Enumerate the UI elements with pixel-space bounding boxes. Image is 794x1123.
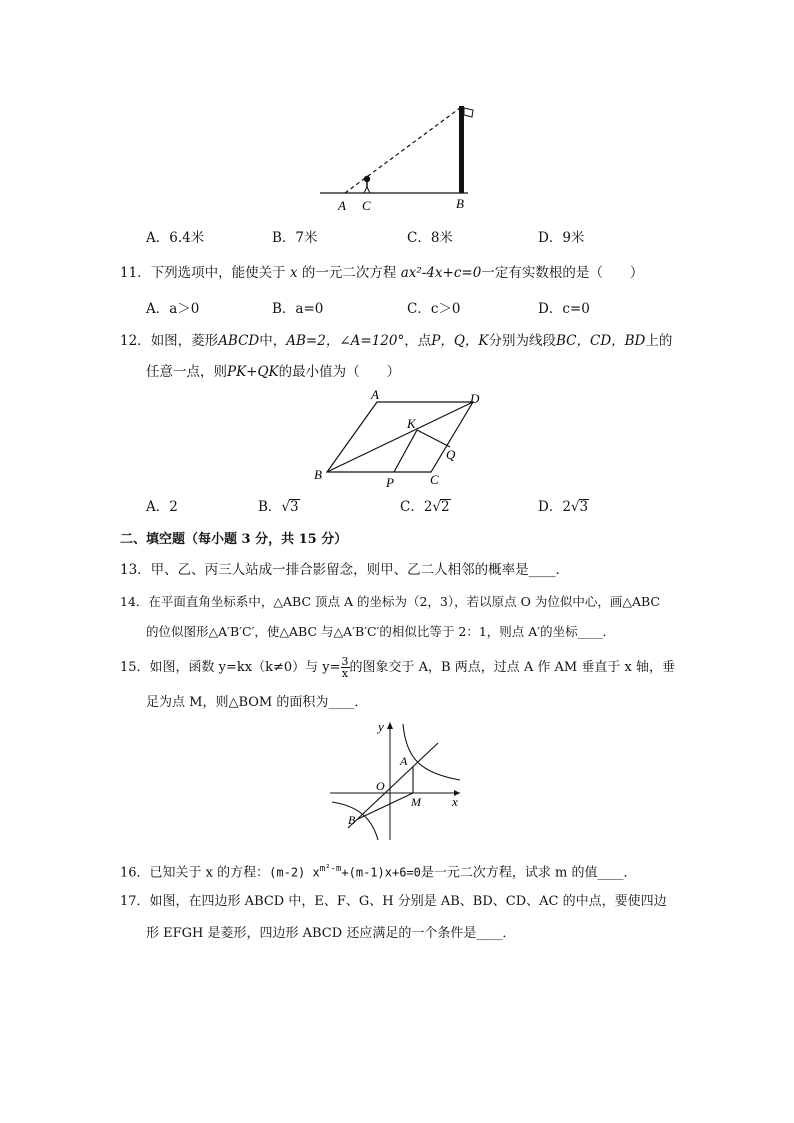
- q11-equation: ax²-4x+c=0: [400, 265, 482, 281]
- fig-label-B: B: [314, 467, 322, 482]
- q16-text: [120, 859, 636, 883]
- q12-points: P，Q，K: [431, 333, 489, 349]
- q11-number: 11．: [120, 265, 151, 281]
- q12-option-a[interactable]: A．2: [146, 499, 178, 515]
- q12-option-b-label: B．: [258, 499, 282, 515]
- q12-ab: AB=2，∠A=120°: [286, 333, 405, 349]
- section2-title: 二、填空题（每小题 3 分，共 15 分）: [120, 532, 348, 547]
- q15-line1: [120, 656, 675, 679]
- q12-l1d: 分别为线段: [488, 333, 556, 349]
- q16-eq-a: (m-2) x: [269, 865, 320, 880]
- q11-stem-b: 的一元二次方程: [301, 265, 397, 281]
- q16-text-a: 16．已知关于 x 的方程：: [120, 865, 270, 881]
- q16-eq-sup: m²-m: [319, 864, 342, 874]
- fig-label-A: A: [400, 754, 408, 768]
- q12-option-c-label: C．2: [400, 499, 433, 515]
- fig-label-A: A: [371, 388, 379, 402]
- q17-line1: 17．如图，在四边形 ABCD 中，E、F、G、H 分别是 AB、BD、CD、AC 的中点，要使四边: [120, 894, 667, 909]
- rhombus-figure: [305, 388, 495, 492]
- fig-label-C: C: [430, 472, 439, 487]
- q16-text-b: 是一元二次方程，试求 m 的值____．: [420, 865, 637, 881]
- q12-expr: PK+QK: [227, 364, 279, 380]
- q12-l1b: 中，: [259, 333, 287, 349]
- q10-option-a[interactable]: A．6.4米: [146, 230, 205, 246]
- q14-line1: 14．在平面直角坐标系中，△ABC 顶点 A 的坐标为（2，3），若以原点 O 为位似中心，画△ABC: [120, 594, 660, 609]
- q12-l1c: ，点: [404, 333, 432, 349]
- q11-stem-c: 一定有实数根的是（ ）: [481, 265, 644, 281]
- fig-label-x: x: [452, 794, 458, 809]
- q12-l1e: 上的: [645, 333, 673, 349]
- q13-text: 13．甲、乙、丙三人站成一排合影留念，则甲、乙二人相邻的概率是____．: [120, 562, 570, 578]
- q12-l2b: 的最小值为（ ）: [278, 364, 401, 380]
- fig-label-B: B: [348, 813, 356, 827]
- q16-eq-b: +(m-1)x+6=0: [341, 865, 421, 880]
- fig-label-M: M: [411, 795, 421, 809]
- q12-option-d-radicand: 3: [579, 499, 589, 515]
- q12-option-d[interactable]: D．2√3: [538, 499, 589, 515]
- q12-stem-line2: [146, 362, 400, 382]
- q12-segments: BC，CD，BD: [555, 333, 646, 349]
- q15-l1a: 15．如图，函数 y=kx（k≠0）与 y=: [120, 660, 341, 675]
- q15-line2: 足为点 M，则△BOM 的面积为____．: [146, 695, 368, 710]
- fig-label-y: y: [378, 719, 384, 734]
- q12-option-b[interactable]: B．√3: [258, 499, 299, 515]
- q12-option-c[interactable]: C．2√2: [400, 499, 450, 515]
- q15-fraction: [341, 656, 350, 679]
- q11-option-c[interactable]: C．c＞0: [407, 301, 461, 317]
- fig-label-P: P: [386, 475, 394, 490]
- q12-option-b-radicand: 3: [290, 499, 299, 515]
- q11-stem-a: 下列选项中，能使关于: [150, 265, 286, 281]
- q12-number: 12．: [120, 333, 151, 349]
- flagpole-figure: [310, 98, 490, 216]
- q12-l2a: 任意一点，则: [146, 364, 227, 380]
- q15-frac-num: 3: [341, 655, 349, 668]
- q10-option-d[interactable]: D．9米: [538, 230, 585, 246]
- hyperbola-figure: [328, 718, 468, 842]
- q15-frac-den: x: [341, 667, 349, 680]
- q11-option-a[interactable]: A．a＞0: [146, 301, 200, 317]
- fig-label-A: A: [338, 198, 346, 213]
- q17-line2: 形 EFGH 是菱形，四边形 ABCD 还应满足的一个条件是____．: [146, 926, 516, 941]
- fig-label-Q: Q: [446, 447, 456, 462]
- q12-abcd: ABCD: [218, 333, 260, 349]
- q11-var-x: x: [289, 265, 298, 281]
- q12-option-c-radicand: 2: [441, 499, 450, 515]
- q12-stem-line1: [120, 331, 672, 351]
- fig-label-K: K: [407, 416, 416, 431]
- q11-option-b[interactable]: B．a=0: [272, 301, 324, 317]
- q10-option-c[interactable]: C．8米: [407, 230, 453, 246]
- fig-label-B: B: [456, 196, 464, 211]
- fig-label-C: C: [362, 198, 371, 213]
- q11-stem: [120, 263, 643, 283]
- q15-l1b: 的图象交于 A，B 两点，过点 A 作 AM 垂直于 x 轴，垂: [349, 660, 675, 675]
- fig-label-O: O: [376, 779, 385, 793]
- q12-l1a: 如图，菱形: [150, 333, 219, 349]
- q10-option-b[interactable]: B．7米: [272, 230, 318, 246]
- q11-option-d[interactable]: D．c=0: [538, 301, 590, 317]
- fig-label-D: D: [470, 391, 480, 406]
- q14-line2: 的位似图形△A′B′C′，使△ABC 与△A′B′C′的相似比等于 2：1，则点 A′的坐标____．: [146, 624, 616, 639]
- q12-option-d-label: D．2: [538, 499, 571, 515]
